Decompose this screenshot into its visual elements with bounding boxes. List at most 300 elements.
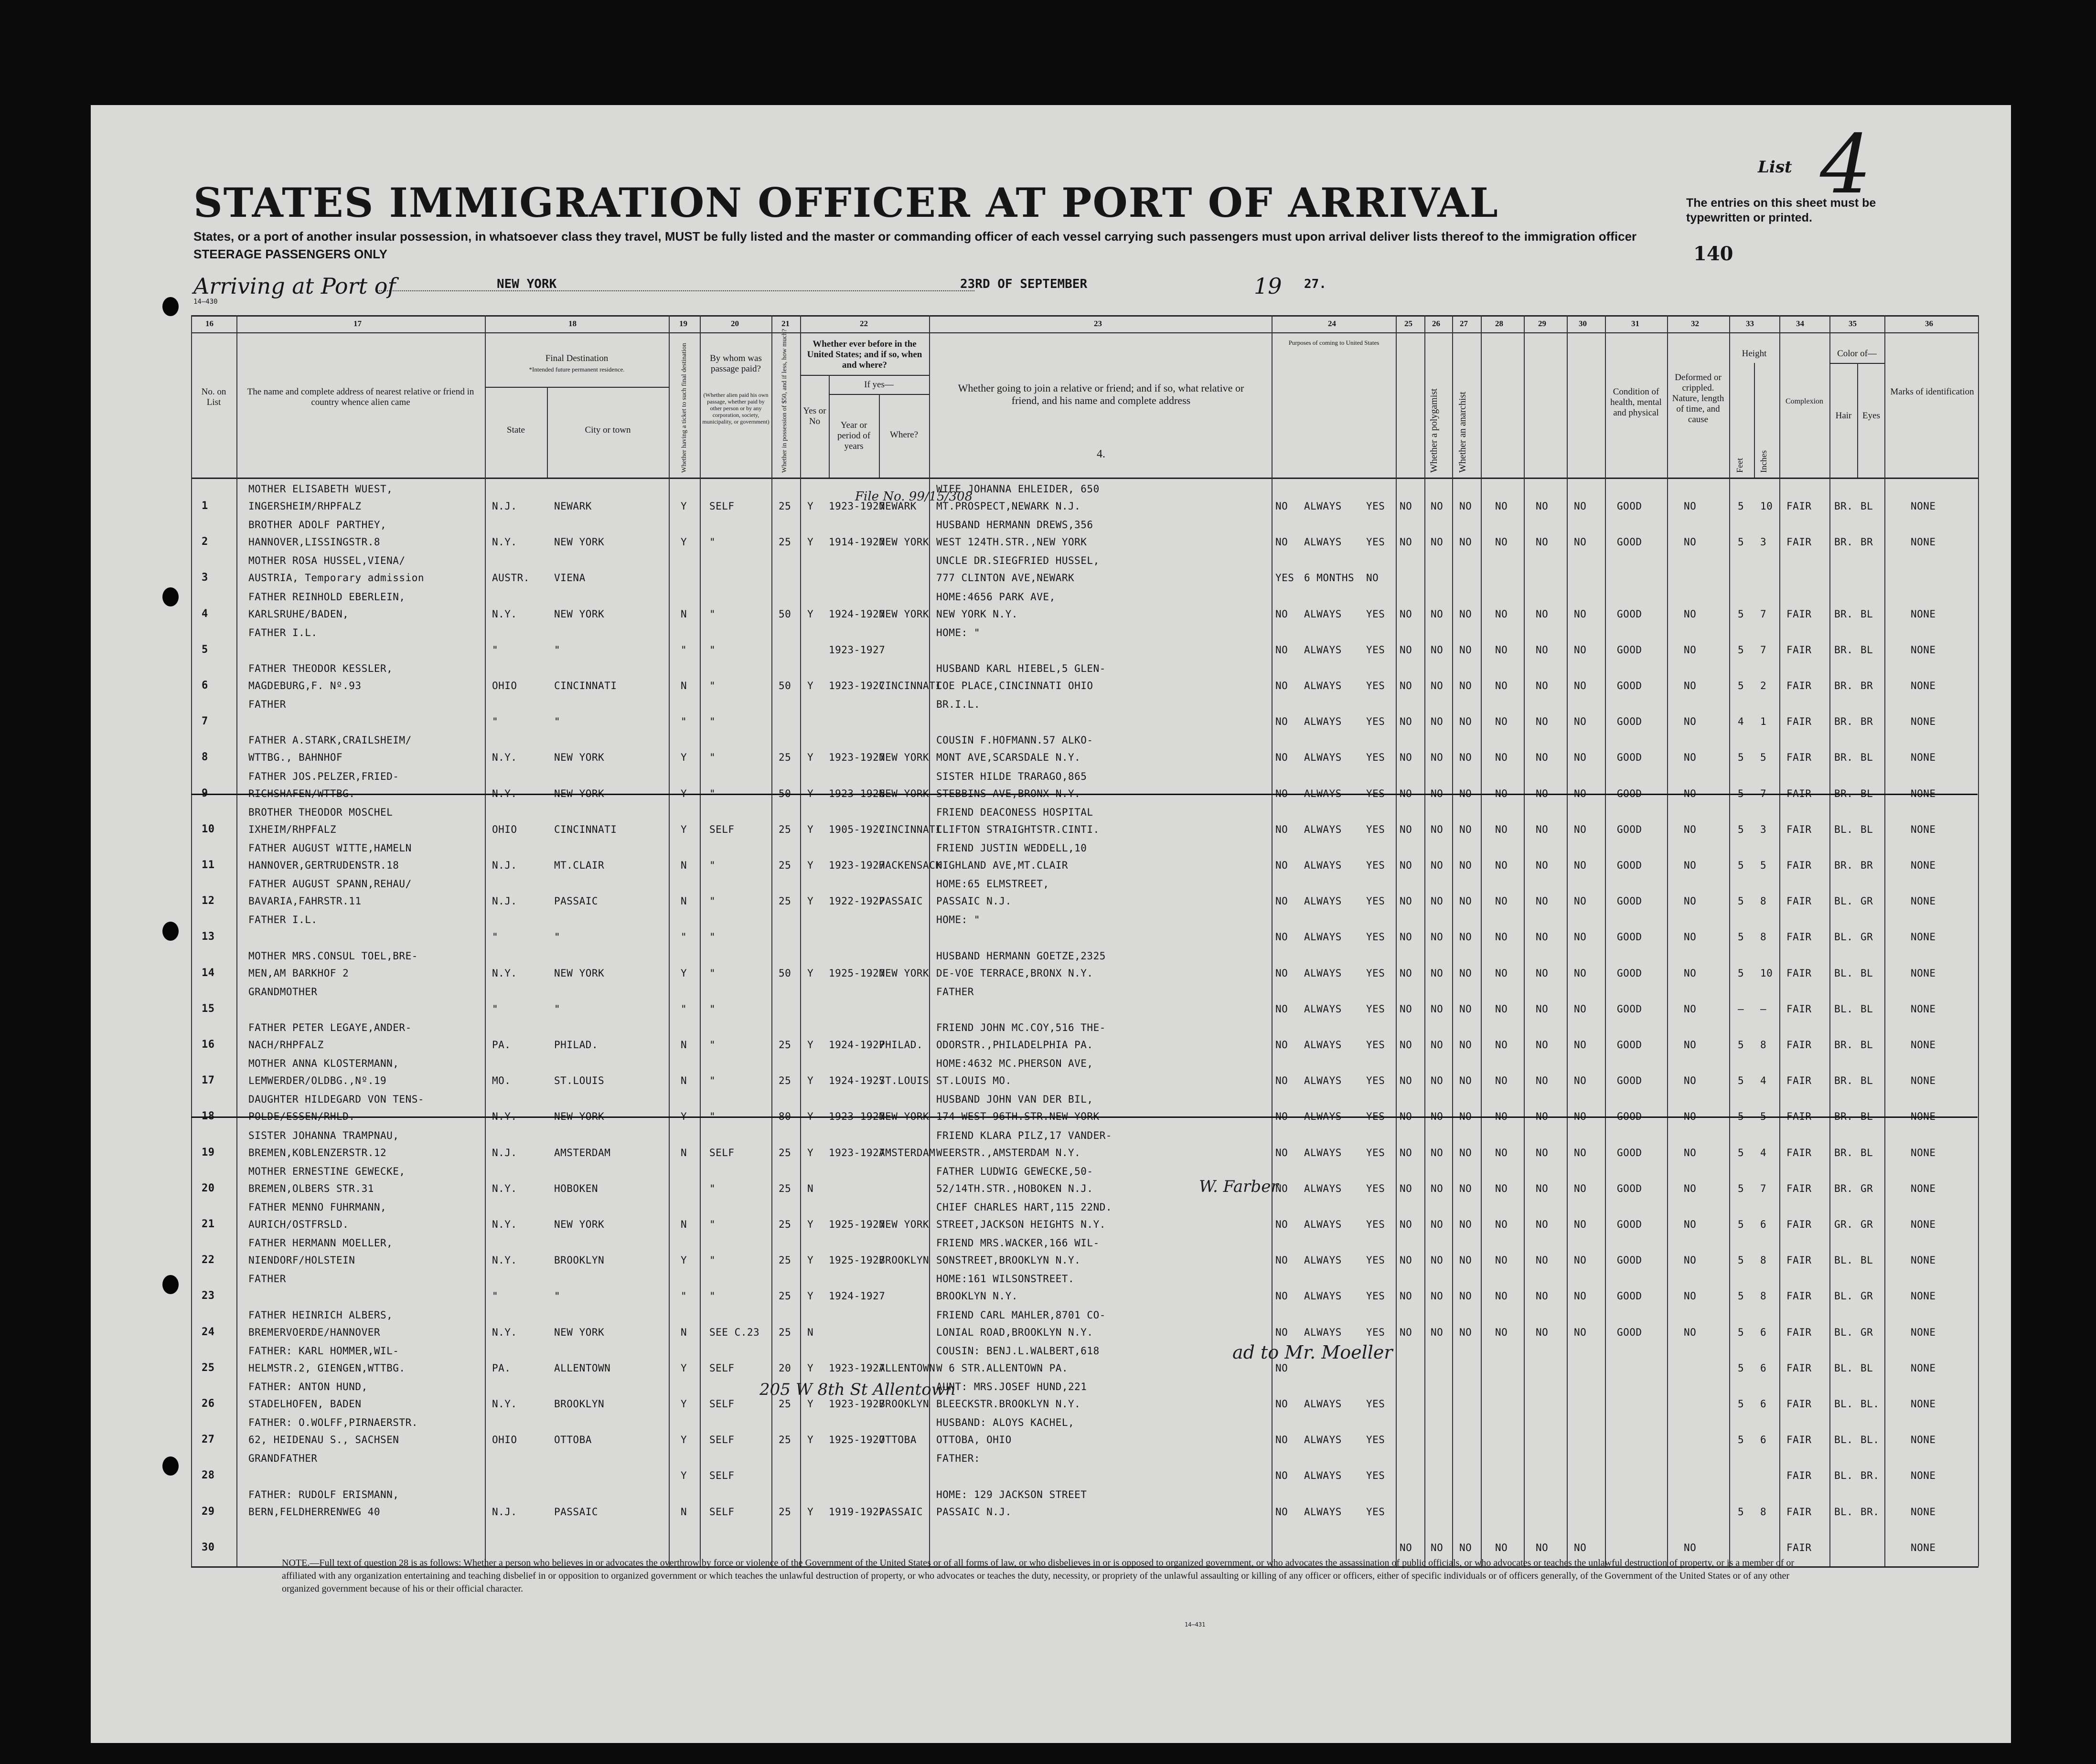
cell-city: " — [554, 1003, 561, 1015]
cell-deformed: NO — [1684, 1219, 1697, 1230]
cell-height-feet: 5 — [1738, 1326, 1744, 1338]
cell-city: VIENA — [554, 572, 586, 584]
col-num: 32 — [1691, 319, 1699, 328]
cell-deformed: NO — [1684, 716, 1697, 728]
cell-money: 50 — [779, 787, 791, 799]
cell-hair: BL. — [1834, 1434, 1853, 1446]
col-num: 28 — [1495, 319, 1503, 328]
cell-purpose: NO — [1275, 1182, 1288, 1194]
cell-polygamist: NO — [1400, 787, 1412, 799]
cell-complexion: FAIR — [1786, 860, 1812, 871]
cell-length-of-stay: ALWAYS — [1304, 752, 1342, 764]
table-row — [191, 1129, 1978, 1165]
col-num: 18 — [568, 319, 577, 328]
cell-q31: NO — [1574, 1541, 1587, 1553]
cell-deformed: NO — [1684, 752, 1697, 764]
cell-city: NEWARK — [554, 500, 592, 512]
list-number: 4 — [1820, 117, 1872, 212]
cell-join-line-2: DE-VOE TERRACE,BRONX N.Y. — [936, 967, 1093, 979]
table-row — [191, 733, 1978, 770]
cell-eyes: BL. — [1861, 1434, 1880, 1446]
cell-hair: BR. — [1834, 1111, 1853, 1123]
cell-q28: NO — [1459, 1326, 1472, 1338]
cell-deformed: NO — [1684, 1003, 1697, 1015]
table-row — [191, 841, 1978, 878]
cell-deformed: NO — [1684, 931, 1697, 943]
cell-complexion: FAIR — [1786, 1254, 1812, 1266]
cell-q31: NO — [1574, 787, 1587, 799]
cell-height-feet: 5 — [1738, 1398, 1744, 1410]
cell-where: NEW YORK — [879, 787, 930, 799]
cell-relative-line-1: MOTHER ERNESTINE GEWECKE, — [248, 1165, 406, 1177]
cell-relative-line-1: GRANDMOTHER — [248, 986, 318, 998]
cell-before-yes-no: Y — [807, 1254, 814, 1266]
cell-before-yes-no: Y — [807, 823, 814, 835]
cell-years: 1905-1927 — [829, 823, 886, 835]
cell-deformed: NO — [1684, 500, 1697, 512]
cell-relative-line-2: NIENDORF/HOLSTEIN — [248, 1254, 355, 1266]
cell-state: N.Y. — [492, 608, 517, 620]
cell-complexion: FAIR — [1786, 823, 1812, 835]
cell-health: GOOD — [1617, 752, 1642, 764]
cell-height-feet: 5 — [1738, 860, 1744, 871]
cell-length-of-stay: ALWAYS — [1304, 967, 1342, 979]
cell-q29: NO — [1495, 680, 1508, 691]
cell-length-of-stay: ALWAYS — [1304, 1470, 1342, 1482]
cell-complexion: FAIR — [1786, 608, 1812, 620]
cell-complexion: FAIR — [1786, 1111, 1812, 1123]
cell-purpose: NO — [1275, 1362, 1288, 1374]
cell-intends-to-stay: YES — [1366, 1075, 1385, 1087]
table-row — [191, 1380, 1978, 1416]
cell-paid-by: SELF — [709, 1470, 735, 1482]
cell-q29: NO — [1495, 895, 1508, 907]
cell-city: NEW YORK — [554, 608, 605, 620]
cell-eyes: GR — [1861, 1219, 1873, 1230]
cell-hair: BR. — [1834, 500, 1853, 512]
cell-line-number: 13 — [202, 931, 215, 943]
cell-before-yes-no: N — [807, 1326, 814, 1338]
cell-line-number: 2 — [202, 536, 208, 548]
cell-city: " — [554, 931, 561, 943]
header-bottom-rule — [191, 478, 1978, 479]
list-label: List — [1758, 158, 1792, 177]
cell-before-yes-no: Y — [807, 500, 814, 512]
cell-eyes: GR — [1861, 931, 1873, 943]
cell-relative-line-1: FATHER PETER LEGAYE,ANDER- — [248, 1022, 412, 1033]
cell-state: " — [492, 1290, 499, 1302]
cell-height-feet: 5 — [1738, 608, 1744, 620]
cell-state: N.Y. — [492, 1326, 517, 1338]
table-row — [191, 985, 1978, 1021]
form-code: 14—430 — [193, 298, 218, 306]
cell-height-feet: 5 — [1738, 931, 1744, 943]
cell-state: N.Y. — [492, 1254, 517, 1266]
cell-height-inches: 3 — [1760, 823, 1767, 835]
cell-before-yes-no: Y — [807, 752, 814, 764]
cell-polygamist: NO — [1400, 1290, 1412, 1302]
cell-ticket: Y — [681, 752, 687, 764]
handwritten-note: W. Farber — [1199, 1177, 1279, 1196]
cell-polygamist: NO — [1400, 500, 1412, 512]
cell-complexion: FAIR — [1786, 1541, 1812, 1553]
cell-state: OHIO — [492, 823, 517, 835]
cell-city: PASSAIC — [554, 895, 599, 907]
cell-paid-by: " — [709, 895, 716, 907]
col-num: 33 — [1746, 319, 1754, 328]
cell-deformed: NO — [1684, 1111, 1697, 1123]
cell-q29: NO — [1495, 536, 1508, 548]
cell-paid-by: SELF — [709, 1506, 735, 1518]
cell-length-of-stay: ALWAYS — [1304, 500, 1342, 512]
cell-ticket: Y — [681, 536, 687, 548]
cell-eyes: BR — [1861, 536, 1873, 548]
cell-marks: NONE — [1911, 536, 1936, 548]
cell-before-yes-no: Y — [807, 1506, 814, 1518]
cell-ticket: Y — [681, 1434, 687, 1446]
cell-marks: NONE — [1911, 1362, 1936, 1374]
cell-height-feet: 5 — [1738, 1434, 1744, 1446]
cell-complexion: FAIR — [1786, 1362, 1812, 1374]
cell-where: PASSAIC — [879, 1506, 923, 1518]
header-city: City or town — [585, 425, 631, 435]
cell-q30: NO — [1536, 1326, 1549, 1338]
cell-relative-line-2: IXHEIM/RHPFALZ — [248, 823, 337, 835]
cell-complexion: FAIR — [1786, 1434, 1812, 1446]
header-join-relative-num: 4. — [1097, 448, 1105, 460]
cell-marks: NONE — [1911, 1254, 1936, 1266]
cell-anarchist: NO — [1431, 608, 1444, 620]
cell-purpose: NO — [1275, 680, 1288, 691]
cell-health: GOOD — [1617, 931, 1642, 943]
cell-years: 1923-1927 — [829, 1111, 886, 1123]
cell-marks: NONE — [1911, 1111, 1936, 1123]
cell-paid-by: " — [709, 1039, 716, 1051]
handwritten-note: 205 W 8th St Allentown — [759, 1380, 956, 1399]
cell-deformed: NO — [1684, 895, 1697, 907]
cell-join-line-1: HOME:4656 PARK AVE, — [936, 591, 1056, 603]
table-row — [191, 1021, 1978, 1057]
cell-marks: NONE — [1911, 967, 1936, 979]
cell-before-yes-no: Y — [807, 1039, 814, 1051]
yes-no-divider — [829, 375, 830, 478]
cell-line-number: 10 — [202, 823, 215, 835]
cell-intends-to-stay: YES — [1366, 1147, 1385, 1158]
cell-purpose: NO — [1275, 931, 1288, 943]
cell-length-of-stay: ALWAYS — [1304, 860, 1342, 871]
header-final-destination-sub: *Intended future permanent residence. — [529, 366, 625, 373]
cell-before-yes-no: Y — [807, 895, 814, 907]
cell-health: GOOD — [1617, 1111, 1642, 1123]
cell-q31: NO — [1574, 967, 1587, 979]
cell-ticket: N — [681, 1506, 687, 1518]
cell-years: 1924-1927 — [829, 1075, 886, 1087]
cell-ticket: Y — [681, 787, 687, 799]
cell-intends-to-stay: YES — [1366, 680, 1385, 691]
header-marks: Marks of identification — [1890, 387, 1974, 397]
cell-before-yes-no: Y — [807, 1111, 814, 1123]
cell-q28: NO — [1459, 716, 1472, 728]
cell-years: 1914-1927 — [829, 536, 886, 548]
cell-health: GOOD — [1617, 536, 1642, 548]
cell-polygamist: NO — [1400, 1039, 1412, 1051]
cell-complexion: FAIR — [1786, 1075, 1812, 1087]
cell-before-yes-no: Y — [807, 1290, 814, 1302]
cell-paid-by: " — [709, 536, 716, 548]
header-complexion: Complexion — [1785, 397, 1824, 405]
cell-relative-line-2: LEMWERDER/OLDBG.,Nº.19 — [248, 1075, 387, 1087]
cell-paid-by: SELF — [709, 1398, 735, 1410]
cell-deformed: NO — [1684, 680, 1697, 691]
cell-relative-line-2: HANNOVER,GERTRUDENSTR.18 — [248, 860, 399, 871]
cell-where: PHILAD. — [879, 1039, 923, 1051]
cell-join-line-1: FRIEND MRS.WACKER,166 WIL- — [936, 1237, 1100, 1249]
cell-line-number: 4 — [202, 607, 208, 620]
cell-money: 25 — [779, 823, 791, 835]
cell-join-line-1: HUSBAND: ALOYS KACHEL, — [936, 1417, 1075, 1429]
cell-join-line-1: WIFE JOHANNA EHLEIDER, 650 — [936, 483, 1100, 495]
table-row — [191, 1344, 1978, 1381]
cell-anarchist: NO — [1431, 752, 1444, 764]
col-num: 34 — [1796, 319, 1804, 328]
cell-eyes: BL — [1861, 787, 1873, 799]
cell-q29: NO — [1495, 1254, 1508, 1266]
cell-join-line-1: HUSBAND KARL HIEBEL,5 GLEN- — [936, 663, 1106, 674]
cell-ticket: " — [681, 644, 687, 656]
cell-q30: NO — [1536, 1541, 1549, 1553]
table-row — [191, 1488, 1978, 1524]
cell-hair: BL. — [1834, 1398, 1853, 1410]
cell-complexion: FAIR — [1786, 787, 1812, 799]
cell-height-inches: 8 — [1760, 931, 1767, 943]
cell-marks: NONE — [1911, 1506, 1936, 1518]
cell-height-feet: 5 — [1738, 823, 1744, 835]
cell-height-inches: 8 — [1760, 1290, 1767, 1302]
cell-complexion: FAIR — [1786, 1398, 1812, 1410]
cell-relative-line-2: MEN,AM BARKHOF 2 — [248, 967, 349, 979]
cell-line-number: 20 — [202, 1182, 215, 1194]
cell-anarchist: NO — [1431, 680, 1444, 691]
cell-polygamist: NO — [1400, 1147, 1412, 1158]
cell-join-line-1: AUNT: MRS.JOSEF HUND,221 — [936, 1381, 1087, 1392]
cell-complexion: FAIR — [1786, 1147, 1812, 1158]
header-state: State — [507, 425, 525, 435]
cell-state: " — [492, 1003, 499, 1015]
cell-polygamist: NO — [1400, 1111, 1412, 1123]
cell-join-line-2: PASSAIC N.J. — [936, 895, 1012, 907]
cell-intends-to-stay: YES — [1366, 1039, 1385, 1051]
cell-join-line-2: 174 WEST 96TH.STR.NEW YORK — [936, 1111, 1100, 1123]
cell-length-of-stay: ALWAYS — [1304, 1254, 1342, 1266]
cell-join-line-2: HIGHLAND AVE,MT.CLAIR — [936, 860, 1069, 871]
cell-money: 25 — [779, 752, 791, 764]
cell-city: NEW YORK — [554, 536, 605, 548]
cell-q31: NO — [1574, 644, 1587, 656]
cell-join-line-2: ODORSTR.,PHILADELPHIA PA. — [936, 1039, 1093, 1051]
cell-years: 1923-1927 — [829, 644, 886, 656]
cell-eyes: GR — [1861, 895, 1873, 907]
cell-relative-line-2: BREMEN,OLBERS STR.31 — [248, 1182, 374, 1194]
cell-length-of-stay: ALWAYS — [1304, 823, 1342, 835]
cell-health: GOOD — [1617, 787, 1642, 799]
cell-eyes: BL — [1861, 1003, 1873, 1015]
cell-relative-line-1: MOTHER ANNA KLOSTERMANN, — [248, 1058, 399, 1070]
header-before-in-us: Whether ever before in the United States; and if so, when and where? — [807, 339, 922, 370]
cell-q28: NO — [1459, 967, 1472, 979]
cell-city: NEW YORK — [554, 967, 605, 979]
cell-q31: NO — [1574, 1290, 1587, 1302]
cell-polygamist: NO — [1400, 644, 1412, 656]
intro-line-1: States, or a port of another insular possession, in whatsoever class they travel, MUST be fully listed and the master or commanding officer of each vessel carrying such passengers must upon arrival deliver lists thereof to the immigration officer — [193, 229, 1637, 244]
header-yes-no: Yes or No — [803, 406, 826, 426]
cell-state: MO. — [492, 1075, 511, 1087]
cell-polygamist: NO — [1400, 1219, 1412, 1230]
cell-q31: NO — [1574, 1147, 1587, 1158]
binder-hole — [162, 297, 179, 316]
cell-join-line-1: HOME: " — [936, 627, 981, 638]
cell-eyes: BL — [1861, 644, 1873, 656]
cell-city: OTTOBA — [554, 1434, 592, 1446]
col-num: 24 — [1328, 319, 1336, 328]
cell-height-feet: 5 — [1738, 752, 1744, 764]
cell-purpose: NO — [1275, 1003, 1288, 1015]
cell-intends-to-stay: YES — [1366, 500, 1385, 512]
cell-height-feet: 5 — [1738, 1182, 1744, 1194]
cell-ticket: " — [681, 1290, 687, 1302]
cell-join-line-1: FRIEND JOHN MC.COY,516 THE- — [936, 1022, 1106, 1033]
cell-relative-line-2: POLDE/ESSEN/RHLD. — [248, 1111, 355, 1123]
cell-anarchist: NO — [1431, 1003, 1444, 1015]
cell-q30: NO — [1536, 716, 1549, 728]
cell-height-feet: 5 — [1738, 1290, 1744, 1302]
cell-q28: NO — [1459, 608, 1472, 620]
cell-hair: BL. — [1834, 1326, 1853, 1338]
cell-city: NEW YORK — [554, 787, 605, 799]
cell-years: 1923-1927 — [829, 1362, 886, 1374]
cell-city: HOBOKEN — [554, 1182, 599, 1194]
table-row — [191, 626, 1978, 662]
cell-height-inches: 2 — [1760, 680, 1767, 691]
header-ticket: Whether having a ticket to such final destination — [681, 343, 688, 473]
table-row — [191, 1093, 1978, 1129]
cell-paid-by: " — [709, 1219, 716, 1230]
cell-length-of-stay: ALWAYS — [1304, 1182, 1342, 1194]
cell-join-line-2: CLIFTON STRAIGHTSTR.CINTI. — [936, 823, 1100, 835]
cell-marks: NONE — [1911, 1075, 1936, 1087]
cell-before-yes-no: Y — [807, 967, 814, 979]
cell-ticket: Y — [681, 1111, 687, 1123]
cell-line-number: 3 — [202, 572, 208, 584]
cell-money: 50 — [779, 680, 791, 691]
cell-hair: BL. — [1834, 895, 1853, 907]
cell-hair: BR. — [1834, 860, 1853, 871]
header-deformed: Deformed or crippled. Nature, length of time, and cause — [1672, 372, 1724, 425]
cell-q31: NO — [1574, 823, 1587, 835]
cell-height-inches: 5 — [1760, 1111, 1767, 1123]
cell-deformed: NO — [1684, 860, 1697, 871]
cell-length-of-stay: ALWAYS — [1304, 1219, 1342, 1230]
cell-q28: NO — [1459, 644, 1472, 656]
cell-anarchist: NO — [1431, 1147, 1444, 1158]
cell-length-of-stay: ALWAYS — [1304, 680, 1342, 691]
cell-intends-to-stay: YES — [1366, 895, 1385, 907]
cell-hair: BR. — [1834, 1182, 1853, 1194]
cell-money: 50 — [779, 967, 791, 979]
cell-health: GOOD — [1617, 823, 1642, 835]
cell-where: NEW YORK — [879, 608, 930, 620]
cell-line-number: 16 — [202, 1039, 215, 1051]
cell-polygamist: NO — [1400, 1254, 1412, 1266]
cell-q29: NO — [1495, 967, 1508, 979]
cell-anarchist: NO — [1431, 1541, 1444, 1553]
cell-purpose: NO — [1275, 1434, 1288, 1446]
cell-height-inches: — — [1760, 1003, 1767, 1015]
cell-join-line-1: HUSBAND JOHN VAN DER BIL, — [936, 1094, 1093, 1105]
table-row — [191, 949, 1978, 986]
cell-q29: NO — [1495, 787, 1508, 799]
cell-line-number: 22 — [202, 1254, 215, 1266]
header-height: Height — [1742, 349, 1767, 359]
cell-relative-line-1: FATHER: O.WOLFF,PIRNAERSTR. — [248, 1417, 418, 1429]
cell-height-feet: 5 — [1738, 895, 1744, 907]
header-possession-50: Whether in possession of $50, and if less, how much? — [781, 329, 788, 473]
cell-q31: NO — [1574, 1182, 1587, 1194]
cell-purpose: NO — [1275, 787, 1288, 799]
cell-purpose: NO — [1275, 644, 1288, 656]
cell-purpose: YES — [1275, 572, 1294, 584]
cell-relative-line-1: FATHER JOS.PELZER,FRIED- — [248, 770, 399, 782]
cell-join-line-2: SONSTREET,BROOKLYN N.Y. — [936, 1254, 1081, 1266]
cell-join-line-2: STEBBINS AVE,BRONX N.Y. — [936, 787, 1081, 799]
cell-q31: NO — [1574, 752, 1587, 764]
cell-city: NEW YORK — [554, 1111, 605, 1123]
cell-ticket: N — [681, 1147, 687, 1158]
cell-state: N.J. — [492, 1147, 517, 1158]
cell-q31: NO — [1574, 500, 1587, 512]
cell-eyes: BL — [1861, 1111, 1873, 1123]
cell-q30: NO — [1536, 823, 1549, 835]
cell-marks: NONE — [1911, 860, 1936, 871]
cell-state: PA. — [492, 1039, 511, 1051]
cell-where: OTTOBA — [879, 1434, 917, 1446]
cell-intends-to-stay: YES — [1366, 1434, 1385, 1446]
cell-health: GOOD — [1617, 1039, 1642, 1051]
table-row — [191, 554, 1978, 590]
cell-where: NEW YORK — [879, 752, 930, 764]
cell-line-number: 12 — [202, 895, 215, 907]
cell-deformed: NO — [1684, 1182, 1697, 1194]
cell-health: GOOD — [1617, 1003, 1642, 1015]
handwritten-note: ad to Mr. Moeller — [1232, 1342, 1393, 1363]
cell-eyes: BL — [1861, 967, 1873, 979]
cell-ticket: Y — [681, 1470, 687, 1482]
cell-q31: NO — [1574, 1219, 1587, 1230]
cell-ticket: Y — [681, 967, 687, 979]
cell-line-number: 8 — [202, 751, 208, 764]
cell-line-number: 15 — [202, 1002, 215, 1015]
cell-hair: BR. — [1834, 1147, 1853, 1158]
cell-city: MT.CLAIR — [554, 860, 605, 871]
cell-height-feet: 4 — [1738, 716, 1744, 728]
cell-marks: NONE — [1911, 1003, 1936, 1015]
feet-divider — [1754, 363, 1755, 478]
cell-line-number: 30 — [202, 1541, 215, 1553]
cell-deformed: NO — [1684, 644, 1697, 656]
cell-height-inches: 6 — [1760, 1434, 1767, 1446]
cell-q31: NO — [1574, 1075, 1587, 1087]
cell-health: GOOD — [1617, 1182, 1642, 1194]
cell-marks: NONE — [1911, 716, 1936, 728]
